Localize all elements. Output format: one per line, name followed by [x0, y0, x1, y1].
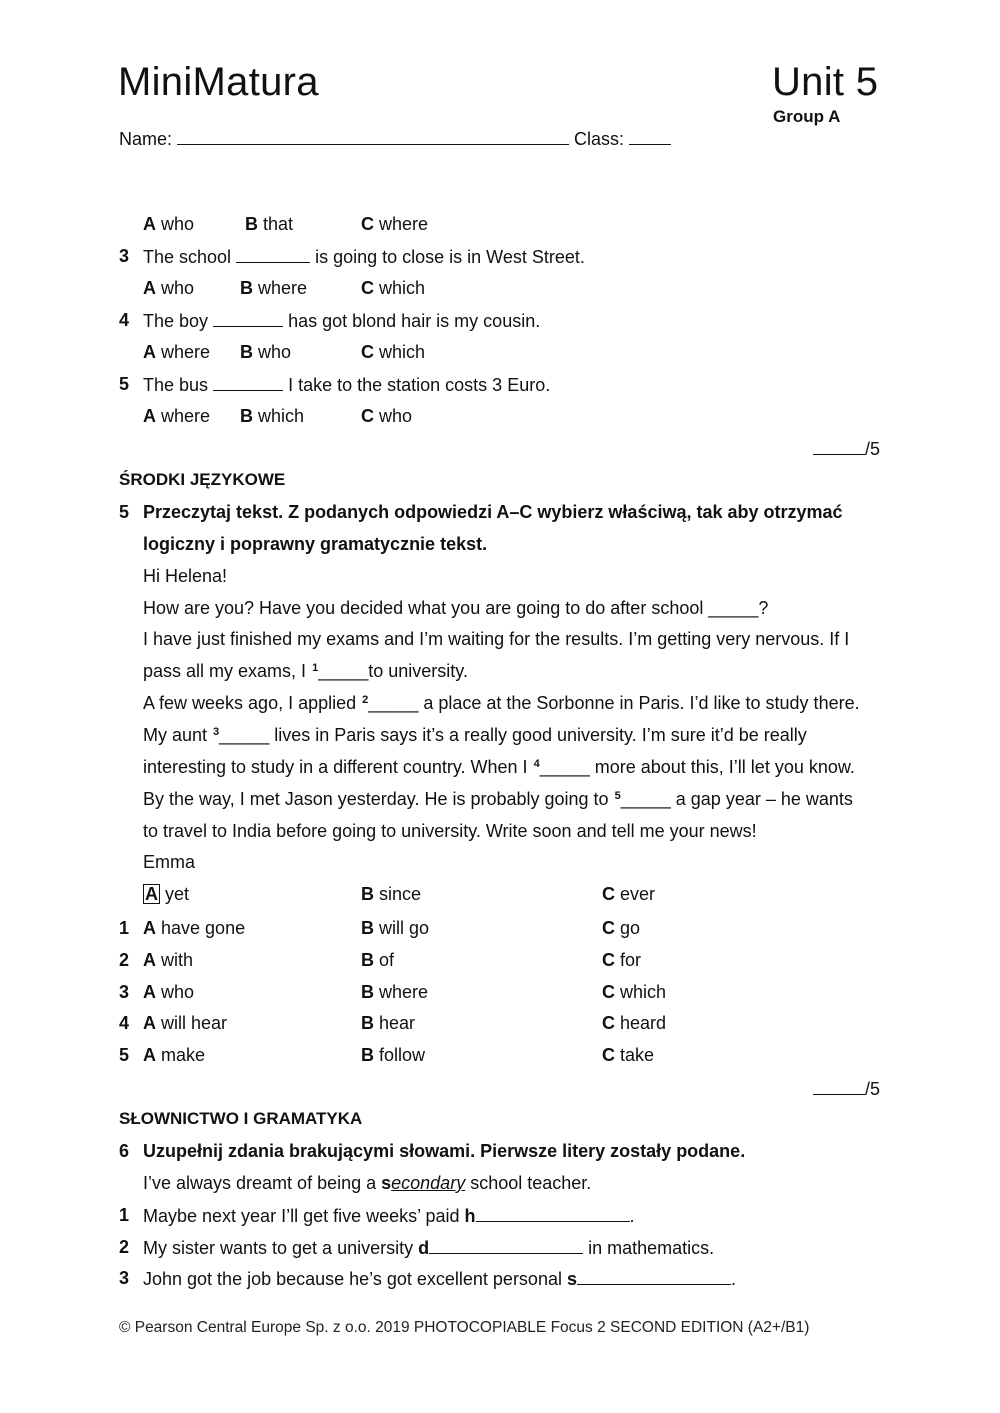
answer-blank[interactable]: [213, 374, 283, 391]
option-a[interactable]: A with: [143, 950, 194, 970]
name-field[interactable]: [177, 128, 569, 145]
letter-line: A few weeks ago, I applied $^2$_____ a place at the Sorbonne in Paris. I’d like to study there.: [143, 693, 860, 713]
option-a[interactable]: A will hear: [143, 1013, 228, 1033]
instruction-line: Uzupełnij zdania brakującymi słowami. Pierwsze litery zostały podane.: [143, 1141, 746, 1161]
question-text: My sister wants to get a university d in mathematics.: [143, 1238, 715, 1258]
letter-line: interesting to study in a different country. When I $^4$_____ more about this, I’ll let you know.: [143, 757, 855, 777]
score-blank[interactable]: [813, 1078, 865, 1095]
page-title: MiniMatura: [118, 60, 319, 104]
option-a: A where: [143, 342, 211, 362]
option-a[interactable]: A make: [143, 1045, 206, 1065]
score-total: /5: [865, 1079, 881, 1099]
name-row: [119, 128, 671, 150]
option-a-selected[interactable]: A yet: [145, 884, 190, 904]
letter-line: pass all my exams, I $^1$_____to university.: [143, 661, 468, 681]
example-sentence: I’ve always dreamt of being a secondary school teacher.: [143, 1173, 592, 1193]
letter-line: to travel to India before going to university. Write soon and tell me your news!: [143, 821, 757, 841]
ex4-question: [0, 246, 1000, 272]
class-field[interactable]: [629, 128, 671, 145]
ex4-question: [0, 374, 1000, 400]
question-number: 4: [119, 310, 130, 330]
option-b: B which: [240, 406, 305, 426]
letter-line: How are you? Have you decided what you are going to do after school _____?: [143, 598, 769, 618]
option-c[interactable]: C heard: [602, 1013, 667, 1033]
score-blank[interactable]: [813, 438, 865, 455]
option-a[interactable]: A have gone: [143, 918, 246, 938]
ex4-options: [0, 278, 1000, 304]
ex4-options: [0, 342, 1000, 368]
option-c[interactable]: C go: [602, 918, 641, 938]
ex4-q2-options: [0, 214, 1000, 240]
copyright-footer: © Pearson Central Europe Sp. z o.o. 2019 PHOTOCOPIABLE Focus 2 SECOND EDITION (A2+/B1): [119, 1319, 810, 1336]
group-label: Group A: [773, 107, 841, 126]
option-c: C where: [361, 214, 429, 234]
option-c[interactable]: C take: [602, 1045, 655, 1065]
option-c: C who: [361, 406, 413, 426]
option-c[interactable]: C which: [602, 982, 667, 1002]
option-b[interactable]: B where: [361, 982, 429, 1002]
ex5-options: [0, 982, 1000, 1008]
option-b: B since: [361, 884, 422, 904]
exercise-number: 6: [119, 1141, 130, 1161]
ex5-example-options: [0, 884, 1000, 910]
ex6-question: [0, 1205, 1000, 1231]
question-number: 3: [119, 246, 130, 266]
question-number: 5: [119, 1045, 130, 1065]
answer-blank[interactable]: [476, 1205, 630, 1222]
question-number: 5: [119, 374, 130, 394]
question-text: The boy has got blond hair is my cousin.: [143, 311, 541, 331]
answer-blank[interactable]: [429, 1237, 583, 1254]
letter-greeting: Hi Helena!: [143, 566, 228, 586]
option-c: C which: [361, 278, 426, 298]
ex5-options: [0, 1045, 1000, 1071]
option-a[interactable]: A who: [143, 982, 195, 1002]
question-number: 1: [119, 918, 130, 938]
letter-signature: Emma: [143, 852, 196, 872]
score-box: [813, 438, 880, 460]
option-b[interactable]: B will go: [361, 918, 430, 938]
option-b: B where: [240, 278, 308, 298]
option-b[interactable]: B hear: [361, 1013, 416, 1033]
option-a: A who: [143, 278, 195, 298]
option-a: A where: [143, 406, 211, 426]
question-text: The bus I take to the station costs 3 Euro.: [143, 375, 551, 395]
option-b: B who: [240, 342, 292, 362]
exercise-number: 5: [119, 502, 130, 522]
score-box: [813, 1078, 880, 1100]
score-total: /5: [865, 439, 881, 459]
section-heading: SŁOWNICTWO I GRAMATYKA: [119, 1109, 363, 1128]
ex5-options: [0, 1013, 1000, 1039]
question-number: 2: [119, 1237, 130, 1257]
name-label: Name:: [119, 129, 173, 149]
option-b: B that: [245, 214, 294, 234]
ex5-options: [0, 918, 1000, 944]
question-number: 1: [119, 1205, 130, 1225]
instruction-line: logiczny i poprawny gramatycznie tekst.: [143, 534, 488, 554]
letter-line: By the way, I met Jason yesterday. He is probably going to $^5$_____ a gap year – he wants: [143, 789, 853, 809]
answer-blank[interactable]: [213, 310, 283, 327]
section-heading: ŚRODKI JĘZYKOWE: [119, 470, 286, 489]
option-b[interactable]: B follow: [361, 1045, 426, 1065]
ex6-question: [0, 1237, 1000, 1263]
question-text: The school is going to close is in West Street.: [143, 247, 585, 267]
ex4-options: [0, 406, 1000, 432]
ex5-options: [0, 950, 1000, 976]
option-c: C ever: [602, 884, 656, 904]
question-number: 3: [119, 1268, 130, 1288]
option-c[interactable]: C for: [602, 950, 642, 970]
answer-blank[interactable]: [236, 246, 310, 263]
question-text: Maybe next year I’ll get five weeks’ paid h .: [143, 1206, 635, 1226]
question-number: 2: [119, 950, 130, 970]
question-text: John got the job because he’s got excellent personal s .: [143, 1269, 736, 1289]
question-number: 4: [119, 1013, 130, 1033]
option-a: A who: [143, 214, 195, 234]
question-number: 3: [119, 982, 130, 1002]
ex4-question: [0, 310, 1000, 336]
letter-line: My aunt $^3$_____ lives in Paris says it’s a really good university. I’m sure it’d be really: [143, 725, 807, 745]
letter-line: I have just finished my exams and I’m waiting for the results. I’m getting very nervous. If I: [143, 629, 850, 649]
class-label: Class:: [574, 129, 625, 149]
option-c: C which: [361, 342, 426, 362]
instruction-line: Przeczytaj tekst. Z podanych odpowiedzi A–C wybierz właściwą, tak aby otrzymać: [143, 502, 843, 522]
option-b[interactable]: B of: [361, 950, 395, 970]
ex6-question: [0, 1268, 1000, 1294]
unit-label: Unit 5: [772, 60, 879, 104]
answer-blank[interactable]: [577, 1268, 731, 1285]
